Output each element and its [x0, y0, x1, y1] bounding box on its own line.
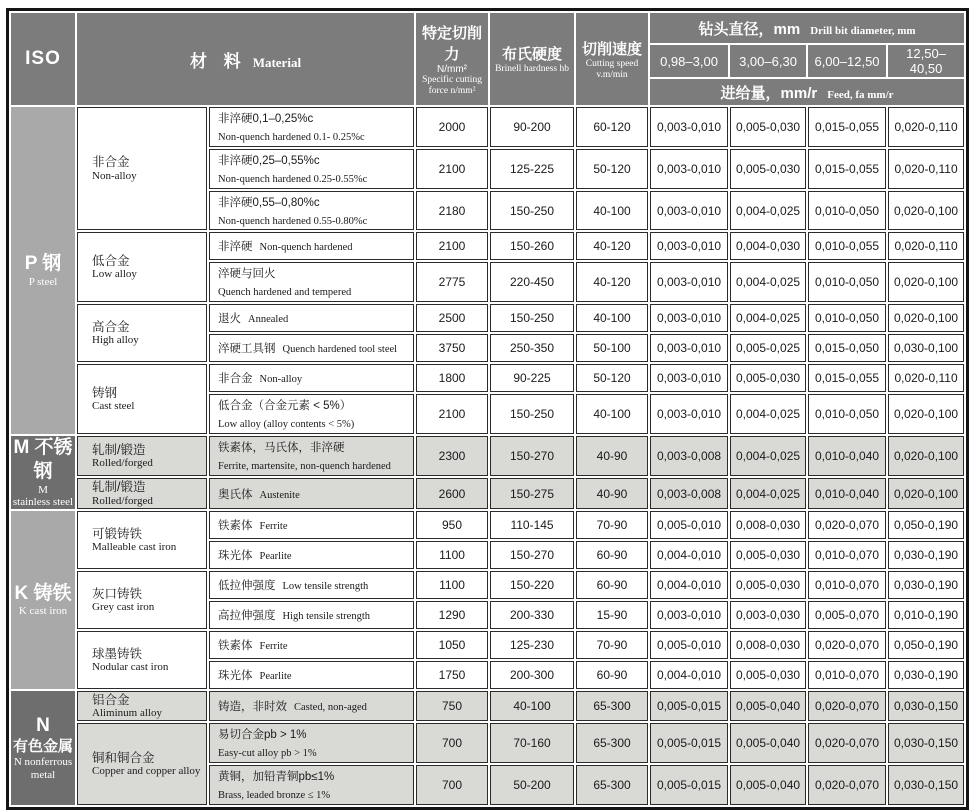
feed-cell-4: 0,030-0,150 — [888, 765, 964, 805]
hardness-cell: 50-200 — [490, 765, 574, 805]
cutting-force-cell: 1750 — [416, 661, 488, 689]
feed-cell-1: 0,003-0,008 — [650, 478, 728, 509]
speed-cell: 70-90 — [576, 631, 648, 659]
cutting-force-cell: 2100 — [416, 149, 488, 189]
feed-header-en: Feed, fa mm/r — [827, 88, 894, 101]
cutting-force-cell: 1800 — [416, 364, 488, 392]
feed-cell-4: 0,010-0,190 — [888, 601, 964, 629]
material-detail-cell: 低合金（合金元素 < 5%）Low alloy (alloy contents < 5%) — [209, 394, 414, 434]
subcategory-rolled-forged: 轧制/锻造 Rolled/forged — [77, 436, 207, 476]
speed-cell: 70-90 — [576, 511, 648, 539]
force-header-unit: N/mm² — [437, 63, 468, 75]
feed-header — [650, 79, 964, 105]
cutting-force-cell: 2180 — [416, 191, 488, 231]
subcategory-grey-cast-iron: 灰口铸铁 Grey cast iron — [77, 571, 207, 629]
speed-header-en: Cutting speed v.m/min — [585, 58, 639, 80]
feed-cell-2: 0,004-0,025 — [730, 478, 806, 509]
diameter-range-3: 6,00–12,50 — [808, 45, 886, 77]
hardness-column-header — [490, 13, 574, 105]
table-row — [11, 364, 964, 392]
table-row — [11, 436, 964, 476]
speed-header-cn: 切削速度 — [582, 40, 643, 58]
speed-column-header — [576, 13, 648, 105]
subcategory-high-alloy: 高合金 High alloy — [77, 304, 207, 362]
hardness-cell: 90-225 — [490, 364, 574, 392]
feed-cell-4: 0,030-0,190 — [888, 541, 964, 569]
cutting-force-column-header — [416, 13, 488, 105]
material-detail-cell: 非淬硬 Non-quench hardened — [209, 232, 414, 260]
feed-cell-4: 0,030-0,100 — [888, 334, 964, 362]
hardness-cell: 40-100 — [490, 691, 574, 721]
feed-cell-2: 0,008-0,030 — [730, 631, 806, 659]
speed-cell: 40-100 — [576, 304, 648, 332]
iso-group-k-cast-iron: K 铸铁 K cast iron — [11, 511, 75, 689]
cutting-force-cell: 2300 — [416, 436, 488, 476]
cutting-force-cell: 1050 — [416, 631, 488, 659]
drilling-parameters-table — [6, 8, 969, 810]
speed-cell: 40-120 — [576, 232, 648, 260]
subcategory-cast-steel: 铸钢 Cast steel — [77, 364, 207, 434]
feed-cell-3: 0,010-0,050 — [808, 394, 886, 434]
speed-cell: 65-300 — [576, 691, 648, 721]
feed-cell-1: 0,004-0,010 — [650, 571, 728, 599]
hardness-cell: 125-230 — [490, 631, 574, 659]
feed-cell-1: 0,005-0,010 — [650, 511, 728, 539]
hardness-header-en: Brinell hardness hb — [495, 64, 569, 75]
material-detail-cell: 珠光体 Pearlite — [209, 541, 414, 569]
speed-cell: 15-90 — [576, 601, 648, 629]
table-row — [11, 232, 964, 260]
cutting-force-cell: 1290 — [416, 601, 488, 629]
diameter-header — [650, 13, 964, 43]
subcategory-malleable-cast-iron: 可锻铸铁 Malleable cast iron — [77, 511, 207, 569]
cutting-force-cell: 1100 — [416, 541, 488, 569]
hardness-cell: 150-260 — [490, 232, 574, 260]
hardness-cell: 250-350 — [490, 334, 574, 362]
feed-cell-3: 0,020-0,070 — [808, 631, 886, 659]
speed-cell: 50-120 — [576, 364, 648, 392]
feed-cell-2: 0,005-0,040 — [730, 723, 806, 763]
iso-group-p-label-cn: P 钢 — [24, 253, 62, 275]
speed-cell: 40-90 — [576, 436, 648, 476]
iso-group-p-steel — [11, 107, 75, 434]
iso-group-m-stainless-steel: M 不锈钢 M stainless steel — [12, 437, 74, 509]
speed-cell: 50-120 — [576, 149, 648, 189]
feed-cell-3: 0,015-0,050 — [808, 334, 886, 362]
iso-column-header: ISO — [11, 13, 75, 105]
feed-cell-1: 0,005-0,015 — [650, 691, 728, 721]
cutting-force-cell: 2100 — [416, 394, 488, 434]
feed-cell-2: 0,004-0,025 — [730, 191, 806, 231]
feed-cell-2: 0,004-0,025 — [730, 304, 806, 332]
feed-cell-2: 0,008-0,030 — [730, 511, 806, 539]
feed-cell-4: 0,050-0,190 — [888, 511, 964, 539]
feed-cell-1: 0,003-0,010 — [650, 232, 728, 260]
feed-cell-3: 0,020-0,070 — [808, 765, 886, 805]
feed-cell-1: 0,003-0,010 — [650, 601, 728, 629]
feed-cell-4: 0,020-0,110 — [888, 232, 964, 260]
feed-cell-4: 0,020-0,110 — [888, 364, 964, 392]
material-column-header — [77, 13, 414, 105]
hardness-cell: 70-160 — [490, 723, 574, 763]
material-detail-cell: 非淬硬0,1–0,25%cNon-quench hardened 0.1- 0.25%c — [209, 107, 414, 147]
table-row — [11, 571, 964, 599]
cutting-force-cell: 2000 — [416, 107, 488, 147]
feed-cell-1: 0,004-0,010 — [650, 541, 728, 569]
diameter-range-4: 12,50–40,50 — [888, 45, 964, 77]
iso-group-p-label-en: P steel — [28, 276, 58, 289]
cutting-force-cell: 2775 — [416, 262, 488, 302]
feed-cell-1: 0,005-0,010 — [650, 631, 728, 659]
feed-cell-4: 0,030-0,190 — [888, 571, 964, 599]
feed-cell-2: 0,004-0,025 — [730, 394, 806, 434]
speed-cell: 65-300 — [576, 723, 648, 763]
feed-cell-3: 0,015-0,055 — [808, 364, 886, 392]
material-detail-cell: 铁素体 Ferrite — [209, 631, 414, 659]
feed-cell-4: 0,020-0,100 — [888, 436, 964, 476]
feed-cell-3: 0,010-0,050 — [808, 262, 886, 302]
hardness-cell: 150-275 — [490, 478, 574, 509]
table-row — [11, 691, 964, 721]
feed-cell-4: 0,020-0,110 — [888, 149, 964, 189]
hardness-cell: 150-250 — [490, 304, 574, 332]
speed-cell: 40-120 — [576, 262, 648, 302]
diameter-header-en: Drill bit diameter, mm — [810, 24, 916, 37]
feed-cell-2: 0,005-0,030 — [730, 364, 806, 392]
material-detail-cell: 奥氏体 Austenite — [209, 478, 414, 509]
table-row — [11, 478, 964, 509]
subcategory-nodular-cast-iron: 球墨铸铁 Nodular cast iron — [77, 631, 207, 689]
subcategory-copper-alloy: 铜和铜合金 Copper and copper alloy — [77, 723, 207, 805]
diameter-header-cn: 钻头直径，mm — [698, 20, 801, 38]
material-detail-cell: 易切合金pb > 1%Easy-cut alloy pb > 1% — [209, 723, 414, 763]
material-detail-cell: 高拉伸强度 High tensile strength — [209, 601, 414, 629]
material-header-en: Material — [252, 54, 302, 70]
feed-cell-3: 0,010-0,050 — [808, 304, 886, 332]
table-row — [11, 631, 964, 659]
feed-cell-3: 0,020-0,070 — [808, 723, 886, 763]
feed-cell-3: 0,010-0,055 — [808, 232, 886, 260]
feed-cell-2: 0,005-0,030 — [730, 149, 806, 189]
iso-group-n-nonferrous: N 有色金属 N nonferrous metal — [11, 691, 75, 805]
feed-cell-3: 0,020-0,070 — [808, 511, 886, 539]
feed-cell-3: 0,010-0,070 — [808, 541, 886, 569]
feed-cell-1: 0,003-0,010 — [650, 394, 728, 434]
diameter-range-2: 3,00–6,30 — [730, 45, 806, 77]
subcategory-low-alloy: 低合金 Low alloy — [77, 232, 207, 302]
material-detail-cell: 非合金 Non-alloy — [209, 364, 414, 392]
speed-cell: 40-100 — [576, 191, 648, 231]
hardness-cell: 110-145 — [490, 511, 574, 539]
feed-cell-1: 0,004-0,010 — [650, 661, 728, 689]
feed-cell-1: 0,005-0,015 — [650, 723, 728, 763]
feed-cell-1: 0,005-0,015 — [650, 765, 728, 805]
material-header-cn: 材 料 — [189, 51, 247, 71]
speed-cell: 40-100 — [576, 394, 648, 434]
feed-cell-4: 0,030-0,150 — [888, 723, 964, 763]
cutting-force-cell: 2600 — [416, 478, 488, 509]
feed-cell-3: 0,020-0,070 — [808, 691, 886, 721]
feed-cell-3: 0,010-0,070 — [808, 661, 886, 689]
hardness-cell: 220-450 — [490, 262, 574, 302]
feed-cell-4: 0,020-0,100 — [888, 191, 964, 231]
cutting-force-cell: 700 — [416, 723, 488, 763]
feed-cell-4: 0,020-0,100 — [888, 478, 964, 509]
hardness-header-cn: 布氏硬度 — [502, 46, 563, 64]
cutting-force-cell: 750 — [416, 691, 488, 721]
feed-cell-1: 0,003-0,010 — [650, 304, 728, 332]
hardness-cell: 200-330 — [490, 601, 574, 629]
subcategory-rolled-forged: 轧制/锻造 Rolled/forged — [77, 478, 207, 509]
speed-cell: 40-90 — [576, 478, 648, 509]
feed-cell-2: 0,005-0,040 — [730, 765, 806, 805]
speed-cell: 50-100 — [576, 334, 648, 362]
feed-cell-4: 0,020-0,100 — [888, 394, 964, 434]
cutting-force-cell: 3750 — [416, 334, 488, 362]
feed-cell-3: 0,005-0,070 — [808, 601, 886, 629]
feed-cell-2: 0,005-0,030 — [730, 107, 806, 147]
material-detail-cell: 非淬硬0,55–0,80%cNon-quench hardened 0.55-0.80%c — [209, 191, 414, 231]
material-detail-cell: 非淬硬0,25–0,55%cNon-quench hardened 0.25-0.55%c — [209, 149, 414, 189]
cutting-force-cell: 1100 — [416, 571, 488, 599]
cutting-force-cell: 700 — [416, 765, 488, 805]
feed-cell-1: 0,003-0,010 — [650, 262, 728, 302]
force-header-en: Specific cutting force n/mm² — [422, 74, 482, 96]
speed-cell: 60-90 — [576, 571, 648, 599]
feed-cell-2: 0,003-0,030 — [730, 601, 806, 629]
hardness-cell: 150-270 — [490, 436, 574, 476]
feed-cell-1: 0,003-0,010 — [650, 364, 728, 392]
speed-cell: 60-90 — [576, 541, 648, 569]
iso-group-m-label-cn: M 不锈钢 — [13, 437, 73, 482]
hardness-cell: 150-220 — [490, 571, 574, 599]
material-detail-cell: 铸造，非时效 Casted, non-aged — [209, 691, 414, 721]
material-detail-cell: 低拉伸强度 Low tensile strength — [209, 571, 414, 599]
feed-cell-2: 0,005-0,030 — [730, 541, 806, 569]
subcategory-non-alloy: 非合金 Non-alloy — [77, 107, 207, 230]
feed-cell-1: 0,003-0,010 — [650, 149, 728, 189]
hardness-cell: 200-300 — [490, 661, 574, 689]
material-detail-cell: 铁素体，马氏体，非淬硬Ferrite, martensite, non-quench hardened — [209, 436, 414, 476]
feed-cell-2: 0,005-0,040 — [730, 691, 806, 721]
subcategory-aluminum-alloy: 铝合金 Aliminum alloy — [77, 691, 207, 721]
material-detail-cell: 淬硬与回火Quench hardened and tempered — [209, 262, 414, 302]
material-detail-cell: 退火 Annealed — [209, 304, 414, 332]
feed-cell-4: 0,020-0,110 — [888, 107, 964, 147]
feed-cell-4: 0,030-0,190 — [888, 661, 964, 689]
diameter-range-1: 0,98–3,00 — [650, 45, 728, 77]
feed-cell-3: 0,010-0,070 — [808, 571, 886, 599]
feed-cell-2: 0,004-0,025 — [730, 262, 806, 302]
speed-cell: 60-90 — [576, 661, 648, 689]
material-detail-cell: 淬硬工具钢 Quench hardened tool steel — [209, 334, 414, 362]
iso-group-k-label-cn: K 铸铁 — [14, 582, 72, 604]
feed-cell-3: 0,010-0,050 — [808, 191, 886, 231]
feed-cell-2: 0,005-0,025 — [730, 334, 806, 362]
feed-cell-2: 0,005-0,030 — [730, 661, 806, 689]
material-detail-cell: 珠光体 Pearlite — [209, 661, 414, 689]
feed-cell-4: 0,050-0,190 — [888, 631, 964, 659]
table-row — [11, 304, 964, 332]
hardness-cell: 150-270 — [490, 541, 574, 569]
hardness-cell: 125-225 — [490, 149, 574, 189]
feed-cell-3: 0,010-0,040 — [808, 436, 886, 476]
feed-cell-1: 0,003-0,010 — [650, 191, 728, 231]
cutting-force-cell: 2100 — [416, 232, 488, 260]
feed-cell-4: 0,020-0,100 — [888, 262, 964, 302]
hardness-cell: 150-250 — [490, 191, 574, 231]
feed-cell-3: 0,010-0,040 — [808, 478, 886, 509]
speed-cell: 60-120 — [576, 107, 648, 147]
material-detail-cell: 铁素体 Ferrite — [209, 511, 414, 539]
table-row — [11, 107, 964, 147]
feed-cell-3: 0,015-0,055 — [808, 107, 886, 147]
table-row — [11, 723, 964, 763]
material-detail-cell: 黄铜，加铅青铜pb≤1%Brass, leaded bronze ≤ 1% — [209, 765, 414, 805]
feed-cell-2: 0,004-0,030 — [730, 232, 806, 260]
feed-cell-1: 0,003-0,008 — [650, 436, 728, 476]
force-header-cn: 特定切削力 — [422, 24, 483, 63]
table-row — [11, 511, 964, 539]
speed-cell: 65-300 — [576, 765, 648, 805]
feed-cell-4: 0,030-0,150 — [888, 691, 964, 721]
feed-cell-1: 0,003-0,010 — [650, 107, 728, 147]
cutting-force-cell: 2500 — [416, 304, 488, 332]
cutting-force-cell: 950 — [416, 511, 488, 539]
feed-cell-2: 0,005-0,030 — [730, 571, 806, 599]
feed-cell-3: 0,015-0,055 — [808, 149, 886, 189]
feed-header-cn: 进给量，mm/r — [720, 84, 818, 102]
feed-cell-4: 0,020-0,100 — [888, 304, 964, 332]
hardness-cell: 90-200 — [490, 107, 574, 147]
feed-cell-2: 0,004-0,025 — [730, 436, 806, 476]
feed-cell-1: 0,003-0,010 — [650, 334, 728, 362]
hardness-cell: 150-250 — [490, 394, 574, 434]
